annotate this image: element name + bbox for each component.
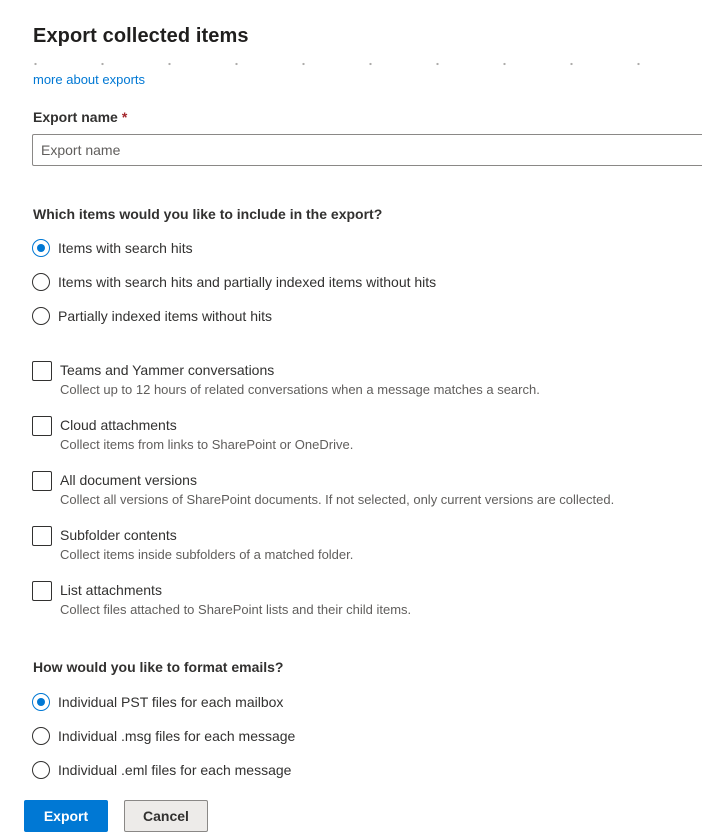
checkbox-unchecked-icon[interactable] (32, 581, 52, 601)
email-format-question: How would you like to format emails? (33, 659, 284, 675)
checkbox-unchecked-icon[interactable] (32, 526, 52, 546)
checkbox-title: List attachments (60, 582, 162, 598)
radio-label: Items with search hits (58, 240, 193, 256)
export-button[interactable]: Export (24, 800, 108, 832)
radio-individual-eml[interactable] (32, 759, 291, 781)
radio-label: Partially indexed items without hits (58, 308, 272, 324)
learn-more-link[interactable]: more about exports (33, 72, 146, 87)
cancel-button[interactable]: Cancel (124, 800, 208, 832)
export-name-input[interactable] (32, 134, 702, 166)
radio-selected-icon[interactable] (32, 239, 50, 257)
radio-individual-msg[interactable] (32, 725, 295, 747)
checkbox-title: Teams and Yammer conversations (60, 362, 275, 378)
required-marker: * (121, 109, 128, 125)
include-items-question: Which items would you like to include in the export? (33, 206, 383, 222)
radio-unselected-icon[interactable] (32, 273, 50, 291)
checkbox-unchecked-icon[interactable] (32, 471, 52, 491)
checkbox-description: Collect items from links to SharePoint or OneDrive. (60, 437, 354, 452)
truncated-intro-text (33, 50, 702, 70)
checkbox-description: Collect files attached to SharePoint lists and their child items. (60, 602, 412, 617)
export-name-label-text: Export name (33, 109, 118, 125)
radio-individual-pst[interactable] (32, 691, 283, 713)
radio-items-with-search-hits[interactable] (32, 237, 193, 259)
radio-unselected-icon[interactable] (32, 761, 50, 779)
checkbox-unchecked-icon[interactable] (32, 416, 52, 436)
export-name-label (33, 109, 127, 125)
radio-label: Items with search hits and partially indexed items without hits (58, 274, 437, 290)
checkbox-title: Subfolder contents (60, 527, 177, 543)
checkbox-description: Collect items inside subfolders of a matched folder. (60, 547, 354, 562)
radio-label: Individual .msg files for each message (58, 728, 296, 744)
checkbox-title: Cloud attachments (60, 417, 177, 433)
radio-partially-indexed-items[interactable] (32, 305, 272, 327)
radio-label: Individual .eml files for each message (58, 762, 292, 778)
checkbox-description: Collect up to 12 hours of related conversations when a message matches a search. (60, 382, 540, 397)
radio-items-with-hits-and-partially-indexed[interactable] (32, 271, 436, 293)
radio-selected-icon[interactable] (32, 693, 50, 711)
checkbox-title: All document versions (60, 472, 197, 488)
checkbox-unchecked-icon[interactable] (32, 361, 52, 381)
radio-unselected-icon[interactable] (32, 727, 50, 745)
dialog-title: Export collected items (33, 25, 249, 47)
checkbox-description: Collect all versions of SharePoint documents. If not selected, only current versions are collected. (60, 492, 615, 507)
radio-label: Individual PST files for each mailbox (58, 694, 284, 710)
radio-unselected-icon[interactable] (32, 307, 50, 325)
